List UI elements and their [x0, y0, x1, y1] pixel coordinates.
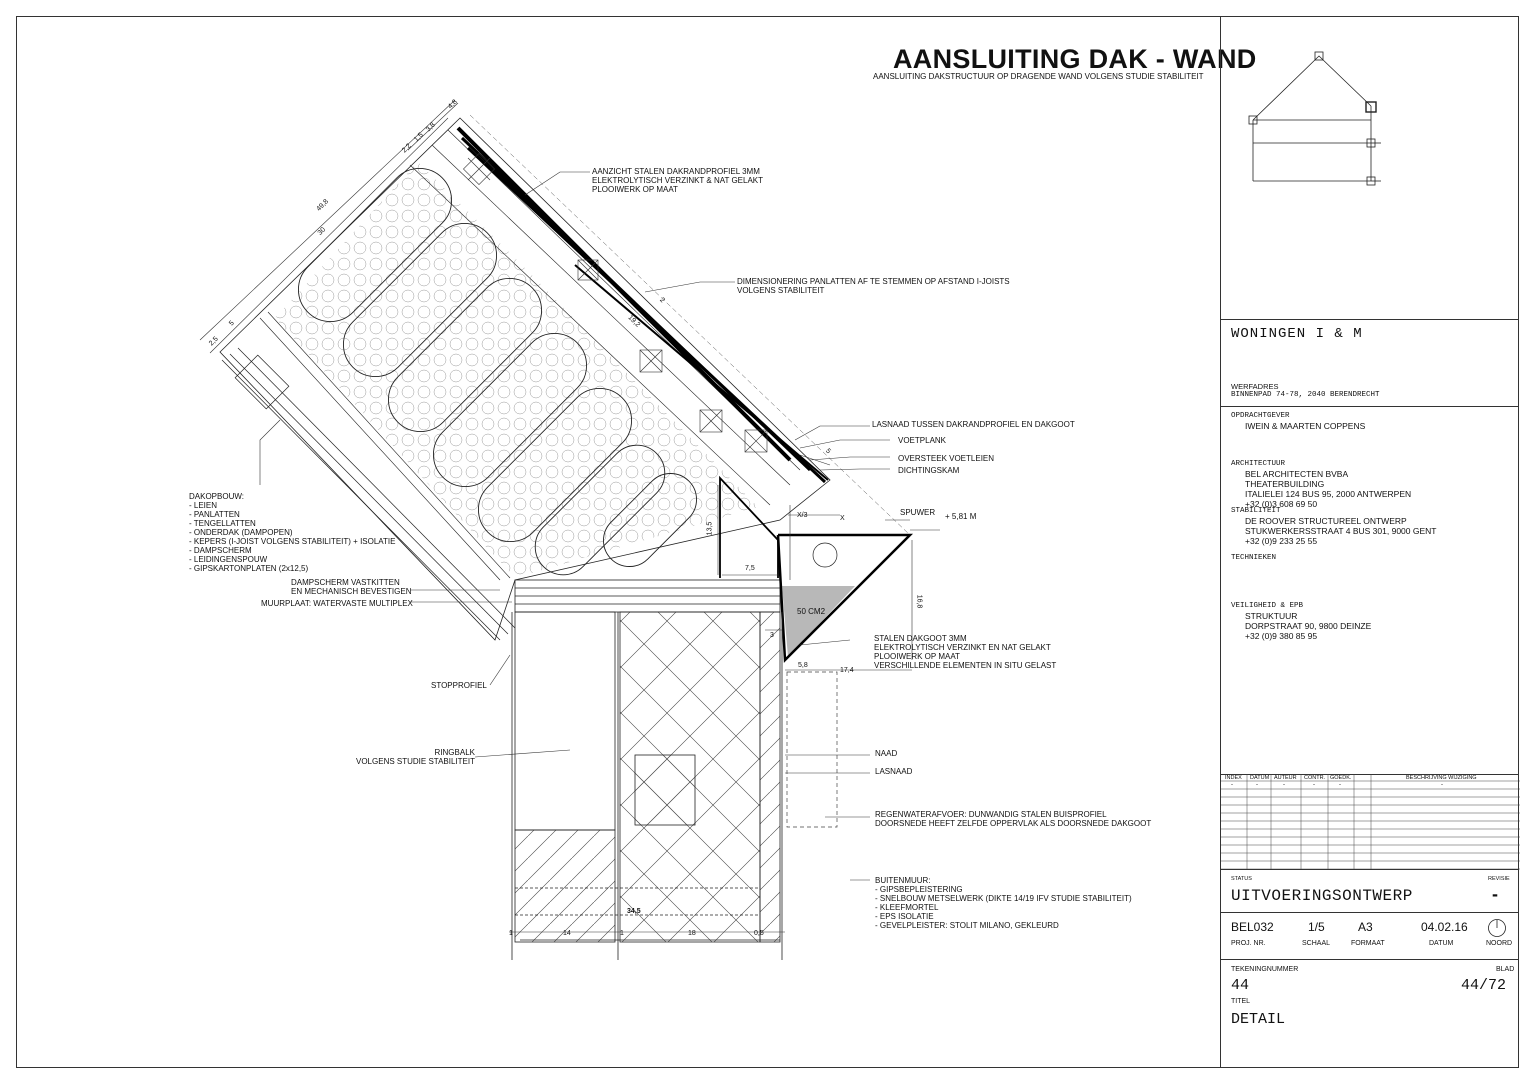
tekeningnummer-label: TEKENINGNUMMER [1231, 966, 1299, 973]
noord-label: NOORD [1486, 940, 1513, 947]
note-dakrandprofiel: AANZICHT STALEN DAKRANDPROFIEL 3MM ELEKTROLYTISCH VERZINKT & NAT GELAKT PLOOIWERK OP MAAT [592, 167, 764, 194]
dim-3-8: 3,8 [424, 121, 437, 134]
werfadres-label: WERFADRES [1231, 382, 1279, 391]
rev-value: - [1313, 782, 1315, 788]
datum-label: DATUM [1429, 940, 1454, 947]
werfadres: BINNENPAD 74-78, 2040 BERENDRECHT [1231, 391, 1380, 399]
rev-value: - [1339, 782, 1341, 788]
north-arrow-icon [1487, 918, 1507, 938]
note-lasnaad: LASNAAD [875, 767, 913, 776]
note-dampscherm: DAMPSCHERM VASTKITTEN EN MECHANISCH BEVESTIGEN [291, 578, 412, 596]
note-oversteek: OVERSTEEK VOETLEIEN [898, 454, 995, 463]
note-dichtingskam: DICHTINGSKAM [898, 466, 960, 475]
opdrachtgever-label: OPDRACHTGEVER [1231, 412, 1290, 420]
dim-34-5: 34,5 [627, 908, 641, 915]
note-spuwer: SPUWER [900, 508, 936, 517]
formaat-label: FORMAAT [1351, 940, 1385, 947]
note-dakgoot: STALEN DAKGOOT 3MM ELEKTROLYTISCH VERZINKT EN NAT GELAKT PLOOIWERK OP MAAT VERSCHILLENDE ELEMENTEN IN SITU GELAST [874, 634, 1057, 670]
dim-7-5: 7,5 [745, 565, 755, 572]
dim-w0-5: 0,5 [754, 930, 764, 937]
project-name: WONINGEN I & M [1231, 326, 1363, 342]
dim-1-5: 1,5 [412, 131, 425, 144]
gutter-area-label: 50 CM2 [797, 607, 826, 616]
dim-w1a: 1 [509, 930, 513, 937]
titel-label: TITEL [1231, 998, 1251, 1005]
outer-wall [512, 612, 782, 960]
tekeningnummer: 44 [1231, 977, 1250, 994]
dim-5b: 5 [824, 447, 832, 456]
rev-value: - [1441, 782, 1443, 788]
note-muurplaat: MUURPLAAT: WATERVASTE MULTIPLEX [261, 599, 413, 608]
dim-5a: 5 [228, 319, 236, 328]
note-buitenmuur: BUITENMUUR: - GIPSBEPLEISTERING - SNELBOUW METSELWERK (DIKTE 14/19 IFV STUDIE STABILITEIT) - KLEEFMORTEL - EPS ISOLATIE - GEVELPLEISTER: STOLIT MILANO, GEKLEURD [875, 876, 1132, 930]
title-block [1220, 16, 1519, 1068]
dim-17-4: 17,4 [840, 667, 854, 674]
rev-value: - [1256, 782, 1258, 788]
datum: 04.02.16 [1421, 920, 1468, 934]
dim-x: X [840, 515, 845, 522]
tb-divider [1221, 959, 1519, 960]
tb-divider [1221, 319, 1519, 320]
proj-nr: BEL032 [1231, 920, 1274, 934]
dim-2-5: 2,5 [207, 335, 220, 348]
dim-5-8: 5,8 [798, 662, 808, 669]
stabiliteit: DE ROOVER STRUCTUREEL ONTWERP STUKWERKERSSTRAAT 4 BUS 301, 9000 GENT +32 (0)9 233 25 55 [1245, 516, 1437, 546]
dim-w14: 14 [563, 930, 571, 937]
note-regenwater: REGENWATERAFVOER: DUNWANDIG STALEN BUISPROFIEL DOORSNEDE HEEFT ZELFDE OPPERVLAK ALS DOORSNEDE DAKGOOT [875, 810, 1152, 828]
rev-value: - [1283, 782, 1285, 788]
schaal-label: SCHAAL [1302, 940, 1331, 947]
dim-w18: 18 [688, 930, 696, 937]
tb-divider [1221, 869, 1519, 870]
titel-value: DETAIL [1231, 1011, 1286, 1028]
dim-4-8: 4,8 [446, 98, 459, 111]
status-label: STATUS [1231, 876, 1252, 882]
technieken-label: TECHNIEKEN [1231, 554, 1277, 562]
dim-2: 2 [658, 296, 666, 305]
blad-label: BLAD [1496, 966, 1515, 973]
dim-2-2: 2,2 [400, 142, 413, 155]
rev-col-contr: CONTR. [1304, 775, 1326, 781]
tb-divider [1221, 912, 1519, 913]
drawing-subtitle: AANSLUITING DAKSTRUCTUUR OP DRAGENDE WAND VOLGENS STUDIE STABILITEIT [873, 72, 1204, 81]
stabiliteit-label: STABILITEIT [1231, 507, 1281, 515]
wall-plate [515, 580, 780, 612]
dim-w1b: 1 [620, 930, 624, 937]
rev-col-beschrijving: BESCHRIJVING WIJZIGING [1406, 775, 1477, 781]
dim-49-8: 49,8 [315, 198, 331, 213]
note-stopprofiel: STOPPROFIEL [431, 681, 487, 690]
downpipe [787, 672, 837, 827]
dim-30: 30 [316, 226, 328, 237]
architectuur: BEL ARCHITECTEN BVBA THEATERBUILDING ITALIELEI 124 BUS 95, 2000 ANTWERPEN +32 (0)3 608 69 50 [1245, 469, 1412, 509]
note-ringbalk: RINGBALK VOLGENS STUDIE STABILITEIT [356, 748, 475, 766]
dim-13-5: 13,5 [706, 521, 714, 536]
schaal: 1/5 [1308, 920, 1325, 934]
proj-nr-label: PROJ. NR. [1231, 940, 1266, 947]
note-voetplank: VOETPLANK [898, 436, 947, 445]
rev-col-goedk: GOEDK. [1330, 775, 1352, 781]
note-panlatten: DIMENSIONERING PANLATTEN AF TE STEMMEN OP AFSTAND I-JOISTS VOLGENS STABILITEIT [737, 277, 1010, 295]
dim-x3: X/3 [797, 512, 808, 519]
veiligheid-label: VEILIGHEID & EPB [1231, 602, 1304, 610]
tb-divider [1221, 406, 1519, 407]
key-plan [1221, 16, 1520, 316]
revisie-value: - [1492, 884, 1498, 904]
rev-col-index: INDEX [1225, 775, 1242, 781]
level-marker: + 5,81 M [945, 512, 977, 521]
opdrachtgever: IWEIN & MAARTEN COPPENS [1245, 421, 1366, 431]
architectuur-label: ARCHITECTUUR [1231, 460, 1286, 468]
drawing-title: AANSLUITING DAK - WAND [893, 44, 1257, 74]
rev-value: - [1231, 782, 1233, 788]
status-value: UITVOERINGSONTWERP [1231, 887, 1413, 905]
revisie-label: REVISIE [1488, 876, 1510, 882]
veiligheid: STRUKTUUR DORPSTRAAT 90, 9800 DEINZE +32 (0)9 380 85 95 [1245, 611, 1372, 641]
note-lasnaad-dakgoot: LASNAAD TUSSEN DAKRANDPROFIEL EN DAKGOOT [872, 420, 1075, 429]
rev-col-auteur: AUTEUR [1274, 775, 1297, 781]
dim-3: 3 [770, 632, 774, 639]
note-dakopbouw: DAKOPBOUW: - LEIEN - PANLATTEN - TENGELLATTEN - ONDERDAK (DAMPOPEN) - KEPERS (I-JOIST VOLGENS STABILITEIT) + ISOLATIE - DAMPSCHERM - LEIDINGENSPOUW - GIPSKARTONPLATEN (2x12,5) [189, 492, 396, 573]
note-naad: NAAD [875, 749, 898, 758]
formaat: A3 [1358, 920, 1373, 934]
revision-table [1221, 774, 1520, 884]
dim-16-8: 16,8 [915, 594, 923, 609]
dim-19-2: 19,2 [626, 314, 642, 329]
rev-col-datum: DATUM [1250, 775, 1270, 781]
blad-number: 44/72 [1461, 977, 1507, 994]
